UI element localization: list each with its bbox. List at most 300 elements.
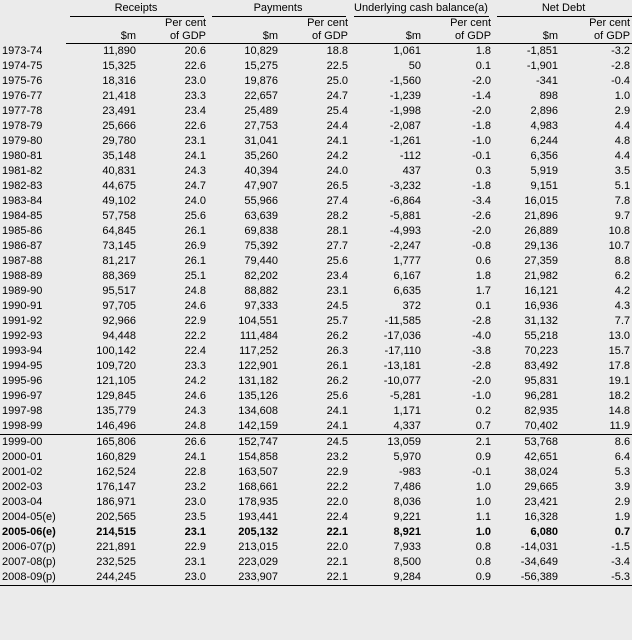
value-cell: 24.0 xyxy=(184,195,207,207)
value-cell: 49,102 xyxy=(102,195,136,207)
value-cell: 2.9 xyxy=(614,496,631,508)
ucb-gdp-label: of GDP xyxy=(423,30,493,44)
value-cell: 26.1 xyxy=(326,360,349,372)
subheader-row-1 xyxy=(0,17,632,31)
value-cell: 27.7 xyxy=(326,240,349,252)
value-cell: 23.1 xyxy=(326,285,349,297)
value-cell: 18.8 xyxy=(326,45,349,57)
value-cell: 5,970 xyxy=(393,451,422,463)
value-cell: 55,966 xyxy=(244,195,279,207)
value-cell: -1,239 xyxy=(389,90,422,102)
value-cell: -341 xyxy=(536,75,559,87)
value-cell: 6,635 xyxy=(393,285,422,297)
value-cell: 26.2 xyxy=(326,330,349,342)
value-cell: 24.1 xyxy=(184,150,207,162)
value-cell: 2.1 xyxy=(423,435,493,451)
value-cell: 6,080 xyxy=(530,526,559,538)
row-year-cell: 1983-84 xyxy=(2,195,43,207)
value-cell: -1.0 xyxy=(472,390,492,402)
corner-cell xyxy=(0,0,66,17)
table-row xyxy=(0,134,632,149)
value-cell: 142,159 xyxy=(238,420,279,432)
value-cell: 40,394 xyxy=(244,165,279,177)
value-cell: 88,369 xyxy=(102,270,136,282)
row-year-cell: 1995-96 xyxy=(2,375,43,387)
value-cell: -10,077 xyxy=(383,375,422,387)
value-cell: 24.2 xyxy=(184,375,207,387)
value-cell: 50 xyxy=(408,60,422,72)
value-cell: 5,919 xyxy=(530,165,559,177)
value-cell: 23.0 xyxy=(184,75,207,87)
value-cell: 35,260 xyxy=(244,150,279,162)
table-row xyxy=(0,269,632,284)
value-cell: 22.1 xyxy=(326,526,349,538)
value-cell: 22.8 xyxy=(184,466,207,478)
row-year-cell: 2005-06(e) xyxy=(2,526,56,538)
value-cell: -3.8 xyxy=(472,345,492,357)
table-row xyxy=(0,389,632,404)
value-cell: 4.2 xyxy=(614,285,631,297)
value-cell: -6,864 xyxy=(389,195,422,207)
receipts-header: Receipts xyxy=(66,0,208,17)
value-cell: 22.4 xyxy=(184,345,207,357)
value-cell: 23.4 xyxy=(326,270,349,282)
value-cell: -5,881 xyxy=(389,210,422,222)
value-cell: 0.1 xyxy=(475,60,492,72)
value-cell: 4,983 xyxy=(530,120,559,132)
value-cell: 2,896 xyxy=(530,105,559,117)
table-row xyxy=(0,570,632,586)
ucb-unit-label: $m xyxy=(350,30,423,44)
table-row xyxy=(0,329,632,344)
table-row xyxy=(0,465,632,480)
ucb-pct-label: Per cent xyxy=(450,17,492,29)
row-year-cell: 1977-78 xyxy=(2,105,43,117)
value-cell: 205,132 xyxy=(238,526,279,538)
table-row xyxy=(0,119,632,134)
value-cell: 15,325 xyxy=(102,60,136,72)
value-cell: 16,121 xyxy=(524,285,559,297)
value-cell: 1.0 xyxy=(475,496,492,508)
table-row xyxy=(0,179,632,194)
row-year-cell: 2008-09(p) xyxy=(0,570,66,586)
value-cell: 17.8 xyxy=(608,360,631,372)
value-cell: 111,484 xyxy=(239,330,279,342)
value-cell: 22.1 xyxy=(326,556,349,568)
value-cell: 9,151 xyxy=(530,180,559,192)
value-cell: 7.7 xyxy=(614,315,631,327)
value-cell: 9,284 xyxy=(350,570,423,586)
value-cell: 31,041 xyxy=(244,135,279,147)
value-cell: -34,649 xyxy=(520,556,559,568)
value-cell: 22.4 xyxy=(326,511,349,523)
value-cell: 11,890 xyxy=(103,45,136,57)
receipts-pct-label: Per cent xyxy=(165,17,207,29)
value-cell: 24.1 xyxy=(326,420,349,432)
value-cell: -2.8 xyxy=(472,360,492,372)
row-year-cell: 1981-82 xyxy=(2,165,43,177)
value-cell: 186,971 xyxy=(96,496,136,508)
payments-header: Payments xyxy=(208,0,350,17)
value-cell: 22.0 xyxy=(326,496,349,508)
value-cell: 26.5 xyxy=(326,180,349,192)
table-row xyxy=(0,104,632,119)
value-cell: 5.3 xyxy=(614,466,631,478)
net-debt-header: Net Debt xyxy=(493,0,632,17)
table-row xyxy=(0,374,632,389)
value-cell: 24.6 xyxy=(184,300,207,312)
value-cell: -2,087 xyxy=(389,120,422,132)
value-cell: 24.8 xyxy=(184,285,207,297)
value-cell: 26,889 xyxy=(524,225,559,237)
value-cell: 135,779 xyxy=(96,405,136,417)
value-cell: 21,896 xyxy=(524,210,559,222)
value-cell: 165,806 xyxy=(66,435,138,451)
value-cell: 57,758 xyxy=(102,210,136,222)
value-cell: 20.6 xyxy=(184,45,207,57)
row-year-cell: 1976-77 xyxy=(2,90,43,102)
table-row xyxy=(0,404,632,419)
receipts-gdp-label: of GDP xyxy=(138,30,208,44)
value-cell: 94,448 xyxy=(102,330,136,342)
value-cell: 146,496 xyxy=(96,420,136,432)
value-cell: -4.0 xyxy=(472,330,492,342)
value-cell: 82,935 xyxy=(524,405,559,417)
value-cell: 178,935 xyxy=(238,496,279,508)
value-cell: 24.5 xyxy=(280,435,350,451)
value-cell: -2,247 xyxy=(389,240,422,252)
table-row xyxy=(0,525,632,540)
value-cell: -1,901 xyxy=(526,60,559,72)
value-cell: 437 xyxy=(402,165,422,177)
value-cell: 7.8 xyxy=(614,195,631,207)
value-cell: 8.6 xyxy=(560,435,632,451)
value-cell: 104,551 xyxy=(238,315,279,327)
value-cell: 22,657 xyxy=(244,90,279,102)
value-cell: -14,031 xyxy=(520,541,559,553)
value-cell: 22.9 xyxy=(184,315,207,327)
value-cell: 22.9 xyxy=(184,541,207,553)
value-cell: 16,015 xyxy=(524,195,559,207)
value-cell: 162,524 xyxy=(96,466,136,478)
value-cell: 16,936 xyxy=(524,300,559,312)
value-cell: 233,907 xyxy=(208,570,280,586)
value-cell: 202,565 xyxy=(96,511,136,523)
table-row xyxy=(0,44,632,60)
value-cell: 97,705 xyxy=(102,300,136,312)
value-cell: 1,777 xyxy=(393,255,422,267)
value-cell: -17,110 xyxy=(384,345,422,357)
row-year-cell: 1997-98 xyxy=(2,405,43,417)
value-cell: 47,907 xyxy=(244,180,279,192)
value-cell: 0.7 xyxy=(614,526,631,538)
underlying-cash-balance-header: Underlying cash balance(a) xyxy=(350,0,493,17)
value-cell: 6,244 xyxy=(530,135,559,147)
value-cell: -3.2 xyxy=(611,45,631,57)
value-cell: 6.2 xyxy=(614,270,631,282)
value-cell: 70,223 xyxy=(524,345,559,357)
value-cell: 6,356 xyxy=(530,150,559,162)
value-cell: -112 xyxy=(399,150,422,162)
value-cell: 24.3 xyxy=(184,405,207,417)
value-cell: 73,145 xyxy=(102,240,136,252)
value-cell: 70,402 xyxy=(524,420,559,432)
value-cell: 8.8 xyxy=(614,255,631,267)
value-cell: 24.3 xyxy=(184,165,207,177)
value-cell: -0.8 xyxy=(472,240,492,252)
value-cell: 0.9 xyxy=(475,451,492,463)
value-cell: 109,720 xyxy=(96,360,136,372)
table-row xyxy=(0,540,632,555)
value-cell: 25,666 xyxy=(102,120,136,132)
value-cell: 15,275 xyxy=(244,60,279,72)
row-year-cell: 2000-01 xyxy=(2,451,43,463)
row-year-cell: 1993-94 xyxy=(2,345,43,357)
value-cell: 31,132 xyxy=(524,315,559,327)
value-cell: 244,245 xyxy=(66,570,138,586)
value-cell: 0.8 xyxy=(475,541,492,553)
receipts-unit-label: $m xyxy=(66,30,138,44)
value-cell: 160,829 xyxy=(96,451,136,463)
value-cell: -11,585 xyxy=(384,315,422,327)
row-year-cell: 1984-85 xyxy=(2,210,43,222)
row-year-cell: 2006-07(p) xyxy=(2,541,56,553)
value-cell: -1.5 xyxy=(611,541,631,553)
value-cell: -1,560 xyxy=(389,75,422,87)
value-cell: 168,661 xyxy=(238,481,279,493)
value-cell: 97,333 xyxy=(244,300,279,312)
value-cell: 75,392 xyxy=(244,240,279,252)
row-year-cell: 1989-90 xyxy=(2,285,43,297)
row-year-cell: 1974-75 xyxy=(2,60,43,72)
value-cell: 24.8 xyxy=(184,420,207,432)
value-cell: -0.1 xyxy=(472,466,492,478)
value-cell: 25.4 xyxy=(326,105,349,117)
value-cell: 19,876 xyxy=(244,75,279,87)
value-cell: 10,829 xyxy=(244,45,279,57)
table-row xyxy=(0,209,632,224)
value-cell: -2.0 xyxy=(472,225,492,237)
value-cell: 1,061 xyxy=(393,45,422,57)
row-year-cell: 2001-02 xyxy=(2,466,43,478)
value-cell: 121,105 xyxy=(96,375,136,387)
value-cell: 131,182 xyxy=(238,375,279,387)
value-cell: 82,202 xyxy=(244,270,279,282)
table-row xyxy=(0,194,632,209)
value-cell: 95,517 xyxy=(102,285,136,297)
row-year-cell: 1986-87 xyxy=(2,240,43,252)
table-row xyxy=(0,164,632,179)
row-year-cell: 1980-81 xyxy=(2,150,43,162)
value-cell: 35,148 xyxy=(102,150,136,162)
value-cell: 221,891 xyxy=(96,541,136,553)
value-cell: 79,440 xyxy=(244,255,279,267)
value-cell: -13,181 xyxy=(383,360,422,372)
row-year-cell: 1998-99 xyxy=(2,420,43,432)
value-cell: 7,933 xyxy=(393,541,422,553)
value-cell: 24.7 xyxy=(184,180,207,192)
value-cell: 152,747 xyxy=(208,435,280,451)
value-cell: 0.8 xyxy=(475,556,492,568)
row-year-cell: 2004-05(e) xyxy=(2,511,56,523)
subheader-row-2 xyxy=(0,30,632,44)
value-cell: 8,921 xyxy=(393,526,422,538)
value-cell: 26.1 xyxy=(184,255,207,267)
value-cell: 42,651 xyxy=(524,451,559,463)
value-cell: -2.0 xyxy=(472,105,492,117)
value-cell: 1.7 xyxy=(475,285,492,297)
table-row xyxy=(0,495,632,510)
netdebt-gdp-label: of GDP xyxy=(560,30,632,44)
value-cell: 92,966 xyxy=(102,315,136,327)
value-cell: 18,316 xyxy=(102,75,136,87)
value-cell: 22.0 xyxy=(326,541,349,553)
value-cell: -0.4 xyxy=(611,75,631,87)
value-cell: 1.9 xyxy=(614,511,631,523)
value-cell: -2.0 xyxy=(472,75,492,87)
value-cell: 38,024 xyxy=(524,466,559,478)
value-cell: 10.8 xyxy=(608,225,631,237)
table-row xyxy=(0,555,632,570)
value-cell: 40,831 xyxy=(102,165,136,177)
table-row xyxy=(0,344,632,359)
value-cell: -1.4 xyxy=(472,90,492,102)
value-cell: 23.5 xyxy=(184,511,207,523)
value-cell: 5.1 xyxy=(614,180,631,192)
value-cell: 24.7 xyxy=(326,90,349,102)
value-cell: 25.6 xyxy=(326,255,349,267)
value-cell: 22.1 xyxy=(280,570,350,586)
value-cell: 96,281 xyxy=(524,390,559,402)
value-cell: 7,486 xyxy=(393,481,422,493)
value-cell: 13.0 xyxy=(608,330,631,342)
value-cell: 0.3 xyxy=(475,165,492,177)
value-cell: -3,232 xyxy=(389,180,422,192)
value-cell: -56,389 xyxy=(493,570,560,586)
value-cell: 23.3 xyxy=(184,360,207,372)
row-year-cell: 1992-93 xyxy=(2,330,43,342)
value-cell: 28.2 xyxy=(326,210,349,222)
value-cell: 64,845 xyxy=(102,225,136,237)
value-cell: 88,882 xyxy=(244,285,279,297)
value-cell: 24.2 xyxy=(326,150,349,162)
value-cell: 24.1 xyxy=(326,135,349,147)
row-year-cell: 1982-83 xyxy=(2,180,43,192)
value-cell: 1,171 xyxy=(393,405,422,417)
value-cell: 69,838 xyxy=(244,225,279,237)
value-cell: -2.0 xyxy=(472,375,492,387)
value-cell: 898 xyxy=(539,90,559,102)
value-cell: 24.6 xyxy=(184,390,207,402)
table-row xyxy=(0,299,632,314)
value-cell: 1.1 xyxy=(475,511,492,523)
table-row xyxy=(0,239,632,254)
value-cell: -983 xyxy=(399,466,422,478)
value-cell: 27,359 xyxy=(524,255,559,267)
netdebt-unit-label: $m xyxy=(493,30,560,44)
table-row xyxy=(0,224,632,239)
value-cell: 0.1 xyxy=(475,300,492,312)
value-cell: 134,608 xyxy=(238,405,279,417)
value-cell: 21,418 xyxy=(102,90,136,102)
value-cell: 232,525 xyxy=(96,556,136,568)
row-year-cell: 1975-76 xyxy=(2,75,43,87)
value-cell: 25.6 xyxy=(326,390,349,402)
value-cell: 22.6 xyxy=(184,120,207,132)
value-cell: 9,221 xyxy=(393,511,422,523)
value-cell: 29,665 xyxy=(524,481,559,493)
value-cell: 213,015 xyxy=(238,541,279,553)
value-cell: 6.4 xyxy=(614,451,631,463)
value-cell: -3.4 xyxy=(611,556,631,568)
value-cell: -2.8 xyxy=(472,315,492,327)
value-cell: 23.1 xyxy=(184,556,207,568)
value-cell: 21,982 xyxy=(524,270,559,282)
value-cell: 122,901 xyxy=(238,360,279,372)
value-cell: 83,492 xyxy=(524,360,559,372)
value-cell: 1.8 xyxy=(475,45,492,57)
value-cell: 25.6 xyxy=(184,210,207,222)
value-cell: 28.1 xyxy=(326,225,349,237)
value-cell: -1.8 xyxy=(472,180,492,192)
value-cell: 29,780 xyxy=(102,135,136,147)
row-year-cell: 1978-79 xyxy=(2,120,43,132)
value-cell: 22.5 xyxy=(326,60,349,72)
value-cell: 81,217 xyxy=(102,255,136,267)
value-cell: 372 xyxy=(402,300,422,312)
value-cell: -2.6 xyxy=(472,210,492,222)
netdebt-pct-label: Per cent xyxy=(589,17,631,29)
row-year-cell: 1999-00 xyxy=(0,435,66,451)
value-cell: 23,491 xyxy=(102,105,136,117)
value-cell: 25.0 xyxy=(326,75,349,87)
payments-pct-label: Per cent xyxy=(307,17,349,29)
value-cell: 214,515 xyxy=(96,526,136,538)
value-cell: 26.9 xyxy=(184,240,207,252)
table-body xyxy=(0,44,632,586)
row-year-cell: 2002-03 xyxy=(2,481,43,493)
value-cell: 26.2 xyxy=(326,375,349,387)
value-cell: 10.7 xyxy=(608,240,631,252)
value-cell: 23.2 xyxy=(184,481,207,493)
value-cell: 63,639 xyxy=(244,210,279,222)
value-cell: 22.2 xyxy=(326,481,349,493)
value-cell: -1.8 xyxy=(472,120,492,132)
table-row xyxy=(0,419,632,435)
value-cell: 8,036 xyxy=(393,496,422,508)
payments-unit-label: $m xyxy=(208,30,280,44)
value-cell: 23.0 xyxy=(184,496,207,508)
value-cell: -5,281 xyxy=(389,390,422,402)
row-year-cell: 1990-91 xyxy=(2,300,43,312)
value-cell: 3.9 xyxy=(614,481,631,493)
value-cell: 135,126 xyxy=(238,390,279,402)
value-cell: 24.1 xyxy=(326,405,349,417)
row-year-cell: 1985-86 xyxy=(2,225,43,237)
value-cell: 4.8 xyxy=(614,135,631,147)
value-cell: 25.1 xyxy=(184,270,207,282)
table-row xyxy=(0,74,632,89)
value-cell: 26.6 xyxy=(138,435,208,451)
row-year-cell: 1979-80 xyxy=(2,135,43,147)
table-row xyxy=(0,149,632,164)
value-cell: 23.0 xyxy=(138,570,208,586)
value-cell: 9.7 xyxy=(614,210,631,222)
table-row xyxy=(0,435,632,451)
value-cell: 154,858 xyxy=(238,451,279,463)
value-cell: 27,753 xyxy=(244,120,279,132)
row-year-cell: 1988-89 xyxy=(2,270,43,282)
